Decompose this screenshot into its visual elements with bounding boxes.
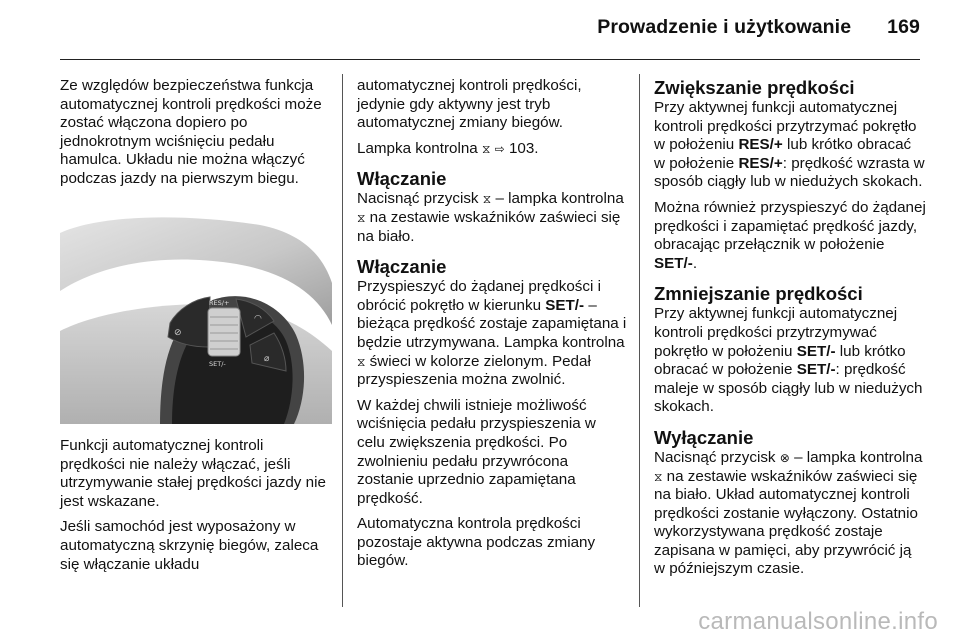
page-number: 169 xyxy=(887,16,920,38)
heading-disable: Wyłączanie xyxy=(654,426,754,448)
col3-paragraph-2: Można również przyspieszyć do żądanej prędkości i zapamiętać prędkość jazdy, obracając przełącznik w położenie SET/-. xyxy=(654,198,926,272)
col3-paragraph-1: Przy aktywnej funkcji automatycznej kontroli prędkości przytrzymać pokrętło w położeniu RES/+ lub krótko obracać w położenie RES/+: prędkość wzrasta w sposób ciągły lub w niedużych skokach. xyxy=(654,99,925,191)
cruise-control-off-icon: ⊗ xyxy=(779,450,790,465)
column-1 xyxy=(60,77,332,196)
heading-enable-1: Włączanie xyxy=(357,168,447,190)
set-label: SET/- xyxy=(209,360,226,368)
steering-wheel-illustration xyxy=(60,213,332,424)
cruise-control-icon: ⧖ xyxy=(357,210,366,225)
column-divider-1 xyxy=(342,74,343,607)
svg-text:◠: ◠ xyxy=(254,314,262,324)
column-2 xyxy=(357,77,627,578)
page-header xyxy=(597,16,920,39)
svg-text:⊘: ⊘ xyxy=(174,328,182,338)
page-reference-icon: ⇨ xyxy=(494,141,505,156)
col2-paragraph-2: Lampka kontrolna ⧖ ⇨ 103. xyxy=(357,139,539,157)
steering-wheel-figure xyxy=(60,213,332,424)
heading-enable-2: Włączanie xyxy=(357,256,447,278)
col1-paragraph-3: Jeśli samochód jest wyposażony w automatyczną skrzynię biegów, zaleca się włączanie układu xyxy=(60,518,319,573)
col1-paragraph-1: Ze względów bezpieczeństwa funkcja automatycznej kontroli prędkości może zostać włączona dopiero po jednokrotnym wciśnięciu pedału hamulca. Układu nie można włączyć podczas jazdy na pierwszym biegu. xyxy=(60,77,322,187)
watermark: carmanualsonline.info xyxy=(698,608,938,635)
header-rule xyxy=(60,59,920,60)
col2-paragraph-4: Przyspieszyć do żądanej prędkości i obrócić pokrętło w kierunku SET/- – bieżąca prędkość zostaje zapamiętana i będzie utrzymywana. Lampka kontrolna ⧖ świeci w kolorze zielonym. Pedał przyspieszenia można zwolnić. xyxy=(357,278,627,389)
col2-paragraph-6: Automatyczna kontrola prędkości pozostaje aktywna podczas zmiany biegów. xyxy=(357,515,596,570)
cruise-control-icon: ⧖ xyxy=(482,192,492,207)
cruise-control-icon: ⧖ xyxy=(481,141,491,156)
col2-paragraph-3: Nacisnąć przycisk ⧖ – lampka kontrolna ⧖ na zestawie wskaźników zaświeci się na biało. xyxy=(357,190,624,245)
heading-increase-speed: Zwiększanie prędkości xyxy=(654,77,855,98)
col3-paragraph-3: Przy aktywnej funkcji automatycznej kontroli prędkości przytrzymywać pokrętło w położeniu SET/- lub krótko obracać w położenie SET/-: prędkość maleje w sposób ciągły lub w niedużych skokach. xyxy=(654,305,923,416)
col2-paragraph-5: W każdej chwili istnieje możliwość wciśnięcia pedału przyspieszenia w celu zwiększenia prędkości. Po zwolnieniu pedału przywrócona zostanie uprzednio zapamiętana prędkość. xyxy=(357,396,596,507)
cruise-control-icon: ⧖ xyxy=(654,469,663,484)
header-title: Prowadzenie i użytkowanie xyxy=(597,16,852,38)
column-3 xyxy=(654,77,926,586)
svg-text:⌀: ⌀ xyxy=(264,354,270,364)
column-divider-2 xyxy=(639,74,640,607)
res-label: RES/+ xyxy=(209,299,230,307)
col2-paragraph-1: automatycznej kontroli prędkości, jedynie gdy aktywny jest tryb automatycznej zmiany biegów. xyxy=(357,77,582,132)
column-1-lower xyxy=(60,437,332,581)
cruise-control-icon: ⧖ xyxy=(357,354,366,369)
col1-paragraph-2: Funkcji automatycznej kontroli prędkości nie należy włączać, jeśli utrzymywanie stałej prędkości jazdy nie jest wskazane. xyxy=(60,437,326,510)
heading-decrease-speed: Zmniejszanie prędkości xyxy=(654,283,863,305)
col3-paragraph-4: Nacisnąć przycisk ⊗ – lampka kontrolna ⧖ na zestawie wskaźników zaświeci się na biało. Układ automatycznej kontroli prędkości zostanie wyłączony. Ostatnio wykorzystywana prędkość zostaje zapisana w pamięci, aby przywrócić ją w późniejszym czasie. xyxy=(654,448,923,578)
